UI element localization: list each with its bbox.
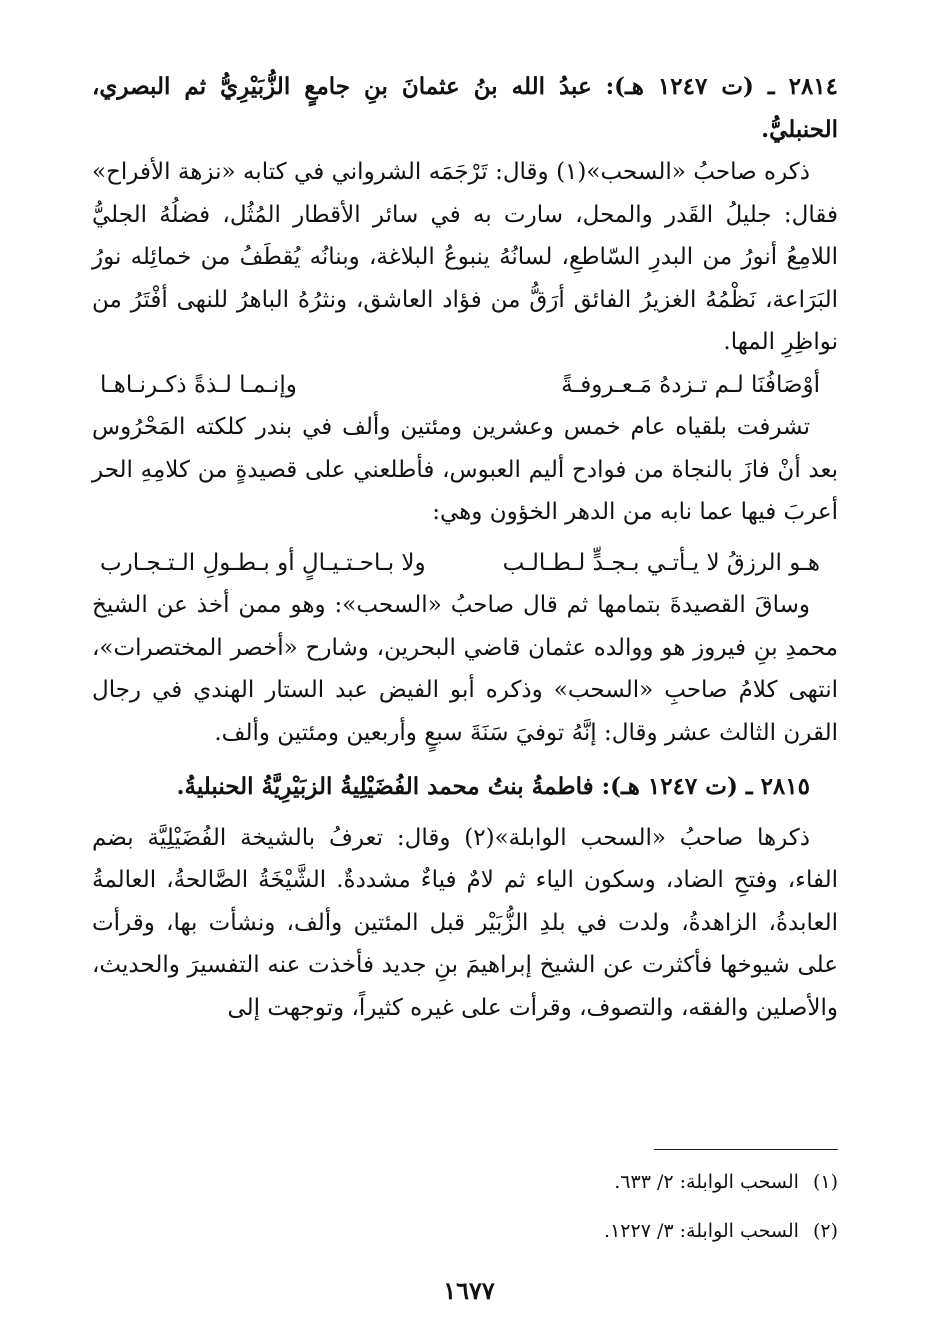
footnote-item — [338, 1207, 838, 1256]
entry-heading: ٢٨١٥ ـ (ت ١٢٤٧ هـ): فاطمةُ بنتُ محمد الفُضَيْلِيةُ الزبَيْرِيَّةُ الحنبليةُ. — [176, 773, 810, 800]
entry-heading: ٢٨١٤ ـ (ت ١٢٤٧ هـ): عبدُ الله بنُ عثمانَ بنِ جامعٍ الزُّبَيْرِيُّ ثم البصري، الحنبليُّ. — [92, 73, 839, 143]
footnote-text: السحب الوابلة: ٢/ ٦٣٣. — [614, 1171, 799, 1193]
page-body — [92, 66, 838, 1029]
footnote-item — [338, 1158, 838, 1207]
footnote-divider — [654, 1149, 838, 1150]
verse-hemistich-right: أوْصَافُنَا لـم تـزدهُ مَـعـروفـةً — [561, 371, 820, 398]
footnotes — [338, 1158, 838, 1256]
entry-paragraph: ذكرها صاحبُ «السحب الوابلة»(٢) وقال: تعرفُ بالشيخة الفُضَيْلِيَّة بضم الفاء، وفتحِ الضاد، وسكون الياء ثم لامٌ فياءٌ مشددةٌ. الشَّيْخَةُ الصَّالحةُ، العالمةُ العابدةُ، الزاهدةُ، ولدت في بلدِ الزُّبَيْر قبل المئتين وألف، ونشأت بها، وقرأت على شيوخها فأكثرت عن الشيخ إبراهيمَ بنِ جديد فأخذت عنه التفسيرَ والحديث، والأصلين والفقه، والتصوف، وقرأت على غيره كثيراً، وتوجهت إلى — [92, 824, 838, 1021]
entry-paragraph: تشرفت بلقياه عام خمس وعشرين ومئتين وألف في بندر كلكته المَحْرُوس بعد أنْ فازَ بالنجاة من فوادح أليم العبوس، فأطلعني على قصيدةٍ من كلامِهِ الحر أعربَ فيها عما نابه من الدهر الخؤون وهي: — [92, 414, 838, 525]
entry-2815 — [92, 766, 838, 1029]
entry-paragraph: وساقَ القصيدةَ بتمامها ثم قال صاحبُ «السحب»: وهو ممن أخذ عن الشيخ محمدِ بنِ فيروز هو ووالده عثمان قاضي البحرين، وشارح «أخصر المختصرات»، انتهى كلامُ صاحبِ «السحب» وذكره أبو الفيض عبد الستار الهندي في رجال القرن الثالث عشر وقال: إنَّهُ توفيَ سَنَةَ سبعٍ وأربعين ومئتين وألف. — [92, 592, 838, 746]
footnote-text: السحب الوابلة: ٣/ ١٢٢٧. — [604, 1220, 799, 1242]
footnote-number: (١) — [812, 1171, 838, 1193]
verse-hemistich-right: هـو الرزقُ لا يـأتـي بـجـدٍّ لـطـالـب — [502, 549, 820, 576]
verse-line — [92, 542, 838, 585]
page-number: ١٦٧٧ — [443, 1276, 495, 1305]
verse-hemistich-left: ولا بـاحـتـيـالٍ أو بـطـولِ الـتـجـارب — [100, 549, 426, 576]
entry-paragraph: ذكره صاحبُ «السحب»(١) وقال: تَرْجَمَه الشرواني في كتابه «نزهة الأفراح» فقال: جليلُ القَدر والمحل، سارت به في سائر الأقطار المُثُل، فضلُهُ الجليُّ اللامِعُ أنورُ من البدرِ السّاطعِ، لسانُهُ ينبوعُ البلاغة، وبنانُه يُقطَفُ من خمائِله نورُ البَرَاعة، نَظْمُهُ الغزيرُ الفائق أرَقُّ من فؤاد العاشق، ونثرُهُ الباهرُ للنهى أفْتَرُ من نواظِرِ المها. — [92, 159, 838, 355]
entry-2814 — [92, 66, 838, 754]
footnote-number: (٢) — [812, 1220, 838, 1242]
verse-line — [92, 364, 838, 407]
verse-hemistich-left: وإنـمـا لـذةً ذكـرنـاهـا — [100, 371, 297, 398]
